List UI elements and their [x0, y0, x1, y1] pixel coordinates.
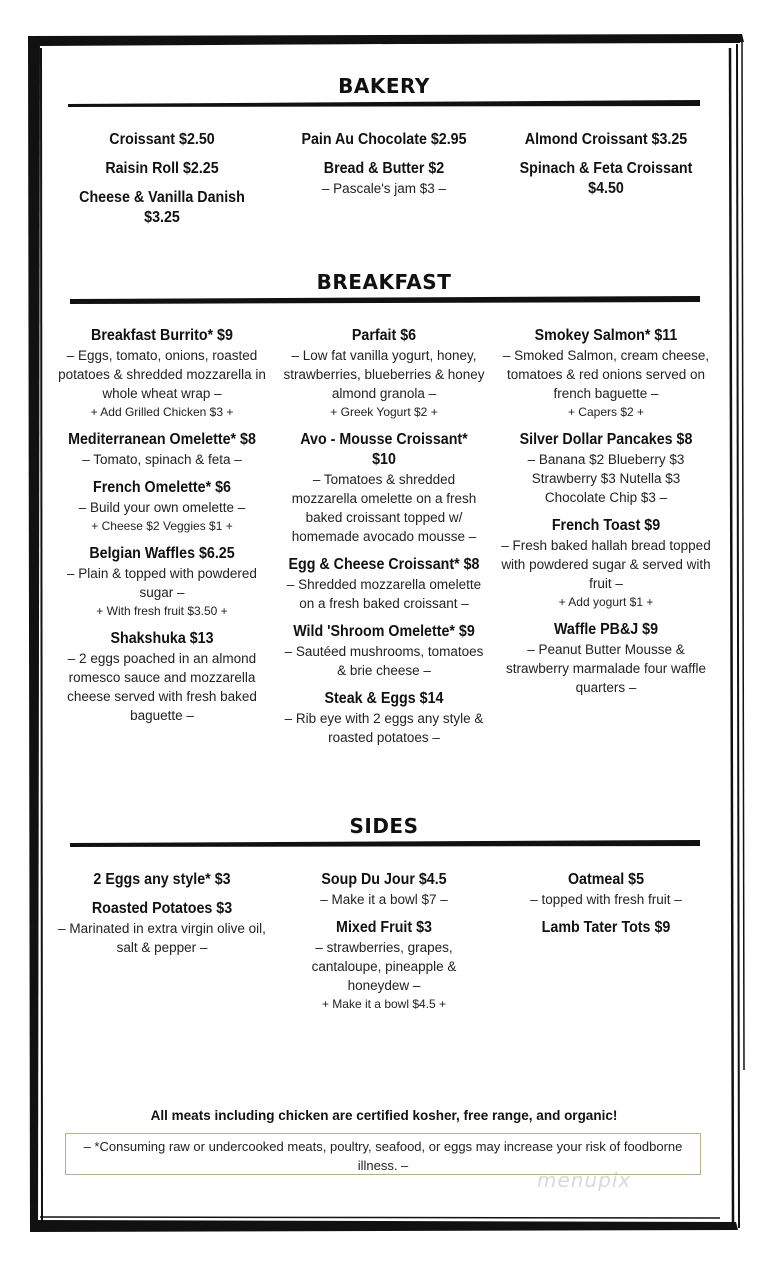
breakfast-col-2: [279, 326, 489, 756]
menu-item-description: – Marinated in extra virgin olive oil, salt & pepper –: [58, 921, 266, 955]
menu-item-name: Wild 'Shroom Omelette* $9: [293, 623, 475, 640]
menu-item-name: Mixed Fruit $3: [336, 919, 432, 936]
breakfast-rule: [70, 296, 700, 304]
menu-item: [279, 555, 489, 613]
menu-item-description: – Shredded mozzarella omelette on a fresh baked croissant –: [286, 577, 482, 611]
menu-item: [57, 430, 267, 469]
breakfast-title: BREAKFAST: [316, 270, 452, 294]
menu-item-name: Roasted Potatoes $3: [91, 900, 233, 917]
menu-item-name: Breakfast Burrito* $9: [91, 327, 233, 344]
kosher-notice: All meats including chicken are certified kosher, free range, and organic!: [150, 1108, 618, 1123]
menu-item-name: Raisin Roll $2.25: [105, 160, 219, 177]
menu-item-name: Avo - Mousse Croissant* $10: [300, 431, 468, 468]
menu-item-description: – Pascale's jam $3 –: [321, 181, 447, 196]
menu-item: [57, 130, 267, 150]
menu-item-addon: + With fresh fruit $3.50 +: [96, 604, 228, 618]
bakery-col-2: [279, 130, 489, 207]
menu-item: [57, 899, 267, 957]
bakery-col-3: [501, 130, 711, 208]
menu-item-name: Steak & Eggs $14: [324, 690, 444, 707]
menu-item-name: French Toast $9: [551, 517, 661, 534]
menu-item-description: – 2 eggs poached in an almond romesco sauce and mozzarella cheese served with fresh baked baguette –: [67, 651, 257, 723]
menu-item: [501, 918, 711, 938]
menu-item: [501, 326, 711, 421]
menu-item-description: – Peanut Butter Mousse & strawberry marmalade four waffle quarters –: [505, 642, 707, 695]
menu-item: [57, 870, 267, 890]
bakery-title: BAKERY: [338, 74, 430, 98]
sides-col-3: [501, 870, 711, 947]
menu-item-name: Lamb Tater Tots $9: [541, 919, 671, 936]
menu-item: [57, 544, 267, 620]
menu-item-description: – Low fat vanilla yogurt, honey, strawberries, blueberries & honey almond granola –: [283, 348, 485, 401]
menu-item: [279, 159, 489, 198]
sides-rule: [70, 840, 700, 847]
breakfast-col-1: [57, 326, 267, 734]
menu-item-addon: + Make it a bowl $4.5 +: [321, 997, 447, 1011]
menu-item-description: – Build your own omelette –: [78, 500, 246, 515]
breakfast-col-3: [501, 326, 711, 706]
menu-item-name: Croissant $2.50: [109, 131, 215, 148]
menu-item-name: Parfait $6: [351, 327, 417, 344]
menu-item-description: – Eggs, tomato, onions, roasted potatoes & shredded mozzarella in whole wheat wrap –: [58, 348, 266, 401]
menu-item: [501, 870, 711, 909]
menu-item-name: Waffle PB&J $9: [553, 621, 659, 638]
menu-item-name: 2 Eggs any style* $3: [93, 871, 231, 888]
menu-item-addon: + Greek Yogurt $2 +: [330, 405, 438, 419]
menu-item-description: – Make it a bowl $7 –: [320, 892, 448, 907]
menu-item-name: French Omelette* $6: [93, 479, 231, 496]
menu-item-name: Shakshuka $13: [110, 630, 214, 647]
menu-item: [279, 870, 489, 909]
menu-item: [279, 622, 489, 680]
menu-item-description: – topped with fresh fruit –: [530, 892, 682, 907]
menu-item-description: – strawberries, grapes, cantaloupe, pineapple & honeydew –: [311, 940, 457, 993]
menu-item: [501, 516, 711, 611]
menu-item: [501, 430, 711, 507]
menu-item-name: Smokey Salmon* $11: [534, 327, 678, 344]
menu-item-name: Mediterranean Omelette* $8: [68, 431, 256, 448]
menu-item: [57, 188, 267, 228]
menu-item: [501, 159, 711, 199]
menu-item: [279, 689, 489, 747]
menu-item-name: Belgian Waffles $6.25: [89, 545, 235, 562]
menu-item-name: Egg & Cheese Croissant* $8: [288, 556, 480, 573]
menu-item: [57, 326, 267, 421]
menu-item-description: – Fresh baked hallah bread topped with powdered sugar & served with fruit –: [501, 538, 711, 591]
menu-item: [279, 130, 489, 150]
menu-item-description: – Tomato, spinach & feta –: [82, 452, 242, 467]
menu-item: [279, 918, 489, 1013]
menu-item-description: – Tomatoes & shredded mozzarella omelette on a fresh baked croissant topped w/ homemade avocado mousse –: [291, 472, 477, 544]
menu-item-name: Almond Croissant $3.25: [524, 131, 688, 148]
menu-item: [279, 326, 489, 421]
sides-title: SIDES: [349, 814, 419, 838]
menu-item: [57, 159, 267, 179]
menu-item-description: – Plain & topped with powdered sugar –: [67, 566, 257, 600]
menu-item-name: Bread & Butter $2: [323, 160, 445, 177]
disclaimer-box: – *Consuming raw or undercooked meats, poultry, seafood, or eggs may increase your risk of foodborne illness. –: [65, 1133, 701, 1175]
menu-item-addon: + Add yogurt $1 +: [558, 595, 654, 609]
menupix-watermark: menupix: [537, 1168, 632, 1192]
menu-item-name: Soup Du Jour $4.5: [321, 871, 447, 888]
menu-item-name: Cheese & Vanilla Danish $3.25: [79, 189, 245, 226]
menu-item: [57, 478, 267, 535]
menu-item-description: – Sautéed mushrooms, tomatoes & brie cheese –: [284, 644, 484, 678]
sides-col-1: [57, 870, 267, 966]
menu-item: [279, 430, 489, 546]
menu-item-name: Spinach & Feta Croissant $4.50: [519, 160, 693, 197]
menu-item-description: – Smoked Salmon, cream cheese, tomatoes & red onions served on french baguette –: [502, 348, 710, 401]
menu-item-addon: + Add Grilled Chicken $3 +: [90, 405, 234, 419]
menu-item: [57, 629, 267, 725]
sides-col-2: [279, 870, 489, 1022]
menu-item-addon: + Cheese $2 Veggies $1 +: [91, 519, 233, 533]
menu-item: [501, 620, 711, 697]
menu-item-description: – Banana $2 Blueberry $3 Strawberry $3 Nutella $3 Chocolate Chip $3 –: [527, 452, 685, 505]
menu-item: [501, 130, 711, 150]
menu-item-name: Oatmeal $5: [567, 871, 645, 888]
menu-item-addon: + Capers $2 +: [567, 405, 645, 419]
menu-item-description: – Rib eye with 2 eggs any style & roasted potatoes –: [284, 711, 484, 745]
menu-item-name: Pain Au Chocolate $2.95: [301, 131, 467, 148]
bakery-rule: [68, 100, 700, 107]
bakery-col-1: [57, 130, 267, 237]
menu-item-name: Silver Dollar Pancakes $8: [519, 431, 693, 448]
